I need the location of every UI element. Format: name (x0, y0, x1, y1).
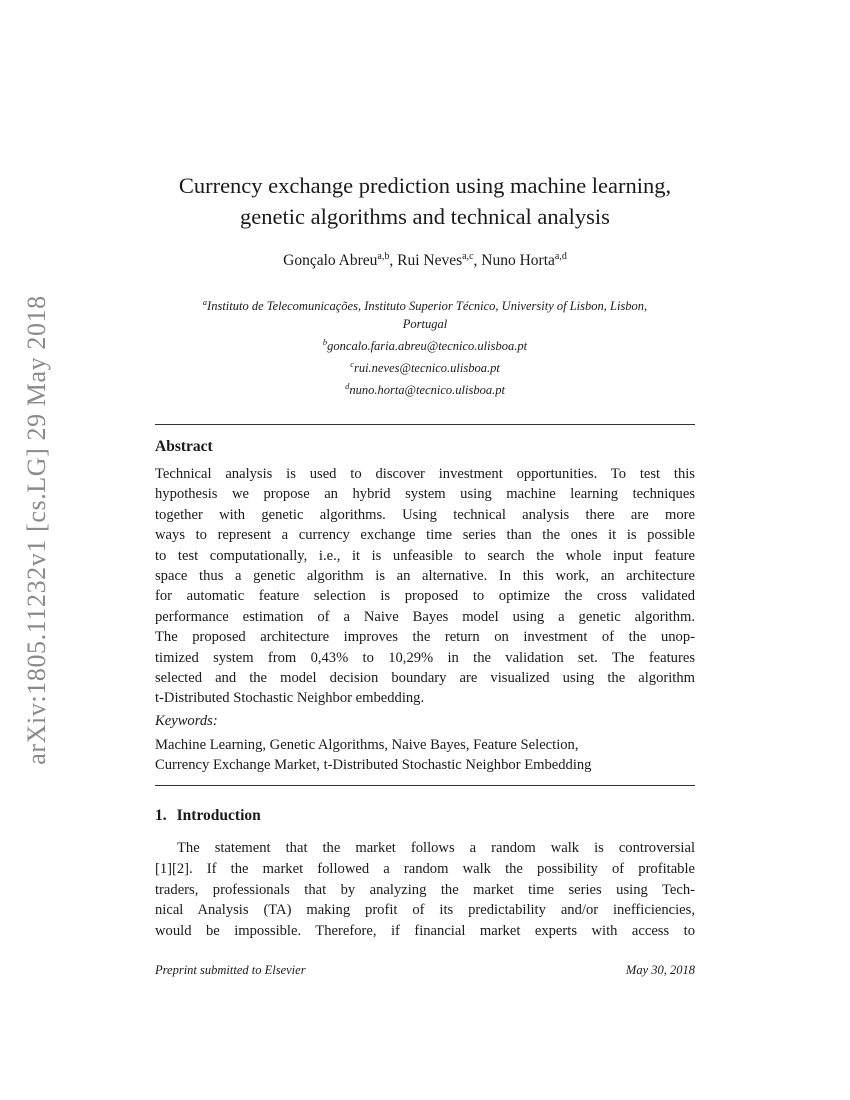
author-separator: , (389, 252, 398, 270)
affil-mark: d (345, 381, 350, 392)
body-line: The statement that the market follows a random walk is controversial (177, 840, 695, 856)
abstract-heading: Abstract (155, 438, 213, 455)
keywords-heading: Keywords: (155, 713, 218, 729)
author-name: Gonçalo Abreu (283, 252, 378, 270)
introduction-body (155, 838, 695, 942)
section-title: Introduction (176, 807, 261, 824)
affiliation-a-cont: Portugal (402, 317, 448, 332)
author-list (155, 251, 695, 270)
keywords-line-1: Machine Learning, Genetic Algorithms, Naive Bayes, Feature Selection, (155, 737, 579, 753)
email-link[interactable]: nuno.horta@tecnico.ulisboa.pt (349, 383, 505, 398)
bottom-divider (155, 785, 695, 786)
affiliation-c (155, 355, 695, 377)
section-heading-introduction (155, 807, 261, 825)
abstract-line: selected and the model decision boundary are visualized using the algorithm (155, 670, 695, 687)
affiliation-a (155, 293, 695, 315)
affil-mark: c (350, 359, 354, 370)
body-line: nical Analysis (TA) making profit of its predictability and/or inefficiencies, (155, 902, 695, 919)
paper-title (155, 170, 695, 232)
affil-mark: a (202, 297, 208, 307)
abstract-line: ways to represent a currency exchange time series than the ones it is possible (155, 527, 695, 544)
affil-mark: b (322, 337, 328, 348)
title-line-2: genetic algorithms and technical analysis (240, 204, 610, 229)
title-line-1: Currency exchange prediction using machine learning, (178, 173, 672, 198)
abstract-line: to test computationally, i.e., it is unfeasible to search the whole input feature (155, 547, 695, 564)
author-name: Rui Neves (397, 252, 463, 270)
abstract-line: t-Distributed Stochastic Neighbor embedding. (155, 690, 425, 707)
abstract-line: performance estimation of a Naive Bayes model using a genetic algorithm. (155, 608, 695, 625)
author-affil-mark: a,d (554, 251, 567, 262)
footer-date: May 30, 2018 (625, 963, 695, 977)
affiliations (155, 293, 695, 400)
abstract-line: hypothesis we propose an hybrid system using machine learning techniques (155, 486, 695, 503)
author-name: Nuno Horta (481, 252, 555, 270)
abstract-body (155, 464, 695, 709)
author-separator: , (473, 252, 482, 270)
abstract-line: for automatic feature selection is proposed to optimize the cross validated (155, 588, 695, 605)
affiliation-b (155, 333, 695, 355)
abstract-line: together with genetic algorithms. Using technical analysis there are more (155, 506, 695, 523)
keywords-line-2: Currency Exchange Market, t-Distributed Stochastic Neighbor Embedding (155, 757, 592, 774)
body-line: would be impossible. Therefore, if financial market experts with access to (155, 923, 695, 940)
top-divider (155, 424, 695, 425)
affiliation-d (155, 377, 695, 399)
abstract-line: The proposed architecture improves the return on investment of the unop- (155, 629, 695, 646)
body-line: traders, professionals that by analyzing the market time series using Tech- (155, 881, 695, 898)
affil-text: Instituto de Telecomunicações, Instituto Superior Técnico, University of Lisbon, Lisbon, (207, 299, 648, 314)
author-affil-mark: a,c (462, 251, 474, 262)
arxiv-stamp: arXiv:1805.11232v1 [cs.LG] 29 May 2018 (22, 295, 51, 765)
author-affil-mark: a,b (377, 251, 390, 262)
keywords-list (155, 735, 715, 776)
body-line: [1][2]. If the market followed a random walk the possibility of profitable (155, 860, 695, 877)
email-link[interactable]: goncalo.faria.abreu@tecnico.ulisboa.pt (327, 339, 528, 354)
abstract-line: Technical analysis is used to discover investment opportunities. To test this (155, 466, 695, 482)
footer-left: Preprint submitted to Elsevier (155, 963, 306, 977)
abstract-line: space thus a genetic algorithm is an alternative. In this work, an architecture (155, 568, 695, 585)
email-link[interactable]: rui.neves@tecnico.ulisboa.pt (353, 361, 500, 376)
abstract-line: timized system from 0,43% to 10,29% in the validation set. The features (155, 649, 695, 666)
section-number: 1. (155, 807, 167, 824)
